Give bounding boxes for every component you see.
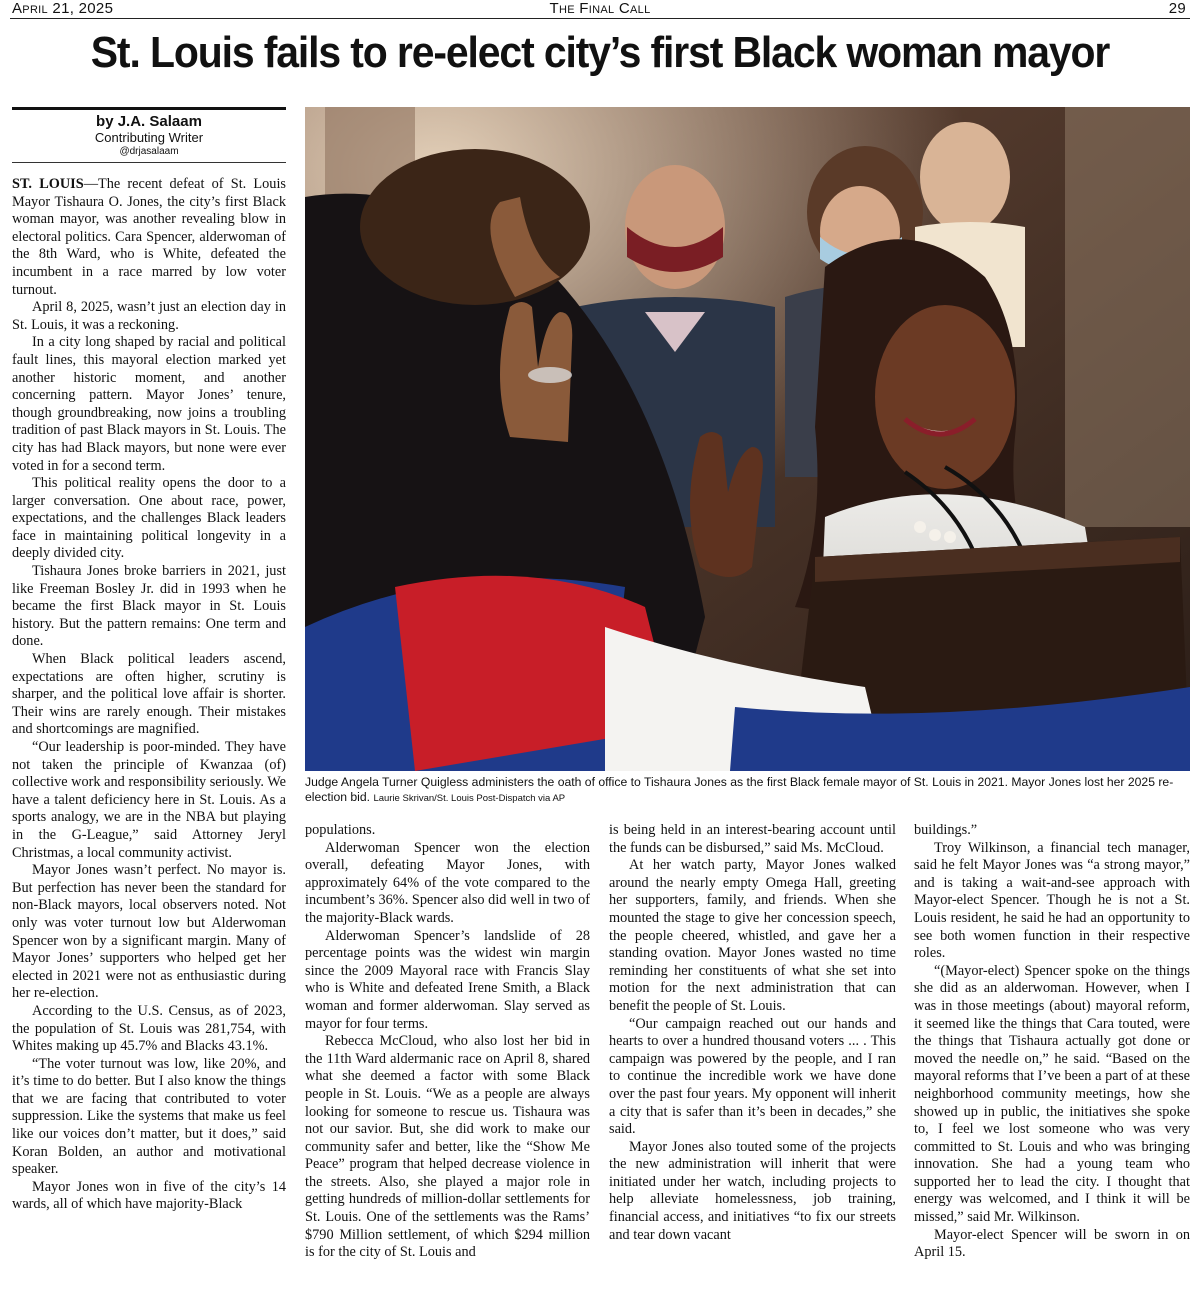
headline: St. Louis fails to re-elect city’s first Black woman mayor <box>90 28 1110 77</box>
paragraph: April 8, 2025, wasn’t just an election day in St. Louis, it was a reckoning. <box>12 299 286 333</box>
caption-text: Judge Angela Turner Quigless administers the oath of office to Tishaura Jones as the first Black female mayor of St. Louis in 2021. Mayor Jones lost her 2025 re-election bid. <box>305 775 1174 804</box>
dateline: ST. LOUIS <box>12 176 84 192</box>
paragraph: Alderwoman Spencer won the election overall, defeating Mayor Jones, with approximately 64% of the vote compared to the incumbent’s 36%. Spencer also did well in two of the majority-Black wards. <box>305 839 590 926</box>
lead-paragraph <box>12 176 286 299</box>
page-number: 29 <box>1168 0 1186 17</box>
paragraph: “Our campaign reached out our hands and hearts to over a hundred thousand voters ... . This campaign was powered by the people, and I ran to continue the incredible work we have done over the past four years. My opponent will inherit a city that is safer than it’s been in decades,” she said. <box>609 1015 896 1138</box>
photo-credit: Laurie Skrivan/St. Louis Post-Dispatch via AP <box>373 793 566 804</box>
byline <box>12 107 286 163</box>
lead-photo <box>305 107 1190 771</box>
paragraph: In a city long shaped by racial and political fault lines, this mayoral election marked yet another historic moment, and another concerning pattern. Mayor Jones’ tenure, though groundbreaking, now joins a troubling tradition of past Black mayors in St. Louis. The city has had Black mayors, but none were ever voted in for a second term. <box>12 334 286 474</box>
paragraph: Mayor-elect Spencer will be sworn in on April 15. <box>914 1226 1190 1261</box>
byline-author: by J.A. Salaam <box>96 113 202 130</box>
paragraph: When Black political leaders ascend, expectations are often higher, scrutiny is sharper, and the political love affair is shorter. Their wins are rarely enough. Their mistakes and shortcomings are magnified. <box>12 651 286 738</box>
article-column-3 <box>609 822 896 1244</box>
paragraph: Mayor Jones also touted some of the projects the new administration will inherit that were initiated under her watch, including projects to help alleviate homelessness, job training, financial access, and initiatives “to fix our streets and tear down vacant <box>609 1138 896 1243</box>
paragraph: According to the U.S. Census, as of 2023, the population of St. Louis was 281,754, with Whites making up 45.7% and Blacks 43.1%. <box>12 1002 286 1055</box>
paragraph: buildings.” <box>914 822 978 838</box>
byline-role: Contributing Writer <box>94 129 204 145</box>
paragraph: “(Mayor-elect) Spencer spoke on the things she did as an alderwoman. However, when I was in those meetings (about) mayoral reform, it seemed like the things that Cara touted, were the things that Tishaura actually got done or moved the needle on,” he said. “Based on the mayoral reforms that I’ve been a part of at these neighborhood community meetings, how she showed up in public, the initiatives she spoke to, I feel we lost someone who was very committed to St. Louis and who was bringing innovation. She had a young team who supported her to lead the city. I thought that energy was welcomed, and I think it will be missed,” said Mr. Wilkinson. <box>914 962 1190 1226</box>
paragraph: At her watch party, Mayor Jones walked around the nearly empty Omega Hall, greeting her supporters, family, and friends. When she mounted the stage to give her concession speech, the people cheered, whistled, and gave her a standing ovation. Mayor Jones wasted no time reminding her constituents of what she set into motion for the next administration that can benefit the people of St. Louis. <box>609 857 896 1014</box>
article-column-2 <box>305 822 590 1262</box>
publication-name: The Final Call <box>549 0 651 17</box>
paragraph: “The voter turnout was low, like 20%, and it’s time to do better. But I also know the things that we are facing that contributed to voter suppression. Like the systems that make us feel like our voices don’t matter, but it does,” said Koran Bolden, an author and motivational speaker. <box>12 1055 286 1178</box>
photo-caption <box>305 775 1190 806</box>
issue-date: April 21, 2025 <box>12 0 114 17</box>
paragraph: This political reality opens the door to a larger conversation. One about race, power, expectations, and the challenges Black leaders face in maintaining political longevity in a deeply divided city. <box>12 475 286 562</box>
article-column-4 <box>914 822 1190 1262</box>
paragraph: “Our leadership is poor-minded. They have not taken the principle of Kwanzaa (of) collective work and responsibility seriously. We have a talent deficiency here in St. Louis. As a sports analogy, we are in the NBA but playing in the G-League,” said Attorney Jeryl Christmas, a local community activist. <box>12 739 287 861</box>
lead-text: —The recent defeat of St. Louis Mayor Tishaura O. Jones, the city’s first Black woman mayor, was another revealing blow in electoral politics. Cara Spencer, alderwoman of the 8th Ward, who is White, defeated the incumbent in a race marred by low voter turnout. <box>12 176 286 298</box>
paragraph: Tishaura Jones broke barriers in 2021, just like Freeman Bosley Jr. did in 1993 when he became the first Black mayor in St. Louis history. But the pattern remains: One term and done. <box>12 563 286 650</box>
paragraph: is being held in an interest-bearing account until the funds can be disbursed,” said Ms. McCloud. <box>609 822 896 856</box>
photo-illustration <box>305 107 1190 771</box>
paragraph: Rebecca McCloud, who also lost her bid in the 11th Ward aldermanic race on April 8, shared what she deemed a factor with some Black people in St. Louis. “We as a people are always looking for someone to rescue us. Tishaura was not our savior. But, she did work to make our community safer and better, like the “Show Me Peace” program that helped decrease violence in the streets. Also, she played a major role in getting hundreds of million-dollar settlements for St. Louis. One of the settlements was the Rams’ $790 Million settlement, of which $294 million is for the city of St. Louis and <box>305 1033 590 1261</box>
paragraph: populations. <box>305 822 376 838</box>
article-column-1 <box>12 176 286 1214</box>
paragraph: Alderwoman Spencer’s landslide of 28 percentage points was the widest win margin since the 2009 Mayoral race with Francis Slay who is White and defeated Irene Smith, a Black woman and former alderwoman. Slay served as mayor for four terms. <box>305 927 590 1032</box>
folio-rule <box>10 18 1190 19</box>
paragraph: Mayor Jones wasn’t perfect. No mayor is. But perfection has never been the standard for non-Black mayors, local observers noted. Not only was voter turnout low but Alderwoman Spencer won by a significant margin. Many of Mayor Jones’ supporters who helped get her elected in 2021 were not as enthusiastic during her re-election. <box>12 862 286 1002</box>
byline-handle: @drjasalaam <box>119 146 179 158</box>
page-folio <box>0 0 1200 18</box>
paragraph: Troy Wilkinson, a financial tech manager, said he felt Mayor Jones was “a strong mayor,” and is taking a wait-and-see approach with Mayor-elect Spencer. Though he is not a St. Louis resident, he said he had an opportunity to see both women function in their respective roles. <box>914 839 1190 962</box>
paragraph: Mayor Jones won in five of the city’s 14 wards, all of which have majority-Black <box>12 1178 286 1213</box>
